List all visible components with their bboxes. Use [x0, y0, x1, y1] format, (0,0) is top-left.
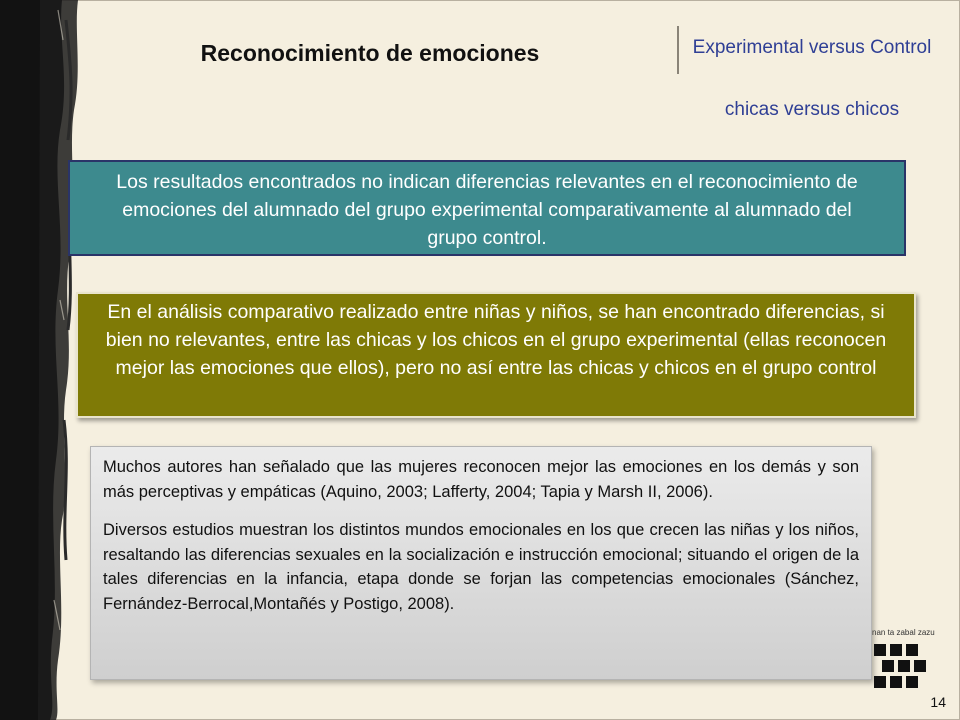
university-logo-icon	[870, 640, 934, 696]
page-number: 14	[930, 694, 946, 710]
title-divider	[677, 26, 679, 74]
gender-comparison-box: En el análisis comparativo realizado entre niñas y niños, se han encontrado diferencias, si bien no relevantes, entre las chicas y los chicos en el grupo experimental (ellas reconocen mejor las emociones que ellos), pero no así entre las chicas y chicos en el grupo control	[76, 292, 916, 418]
subtitle-chicas-chicos: chicas versus chicos	[724, 99, 900, 120]
literature-paragraph-1: Muchos autores han señalado que las mujeres reconocen mejor las emociones en los demás y son más perceptivas y empáticas (Aquino, 2003; Lafferty, 2004; Tapia y Marsh II, 2006).	[103, 458, 859, 501]
university-motto-text: nan ta zabal zazu	[872, 628, 935, 637]
subtitle-experimental-control: Experimental versus Control	[692, 37, 932, 58]
literature-paragraph-2: Diversos estudios muestran los distintos mundos emocionales en los que crecen las niñas y los niños, resaltando las diferencias sexuales en la socialización e instrucción emocional; situando el origen de la tales diferencias en la infancia, etapa donde se forjan las competencias emocionales (Sánchez, Fernández-Berrocal,Montañés y Postigo, 2008).	[103, 521, 859, 613]
literature-context-box	[90, 446, 872, 680]
slide-title: Reconocimiento de emociones	[200, 40, 540, 66]
results-summary-box: Los resultados encontrados no indican diferencias relevantes en el reconocimiento de emociones del alumnado del grupo experimental comparativamente al alumnado del grupo control.	[68, 160, 906, 256]
